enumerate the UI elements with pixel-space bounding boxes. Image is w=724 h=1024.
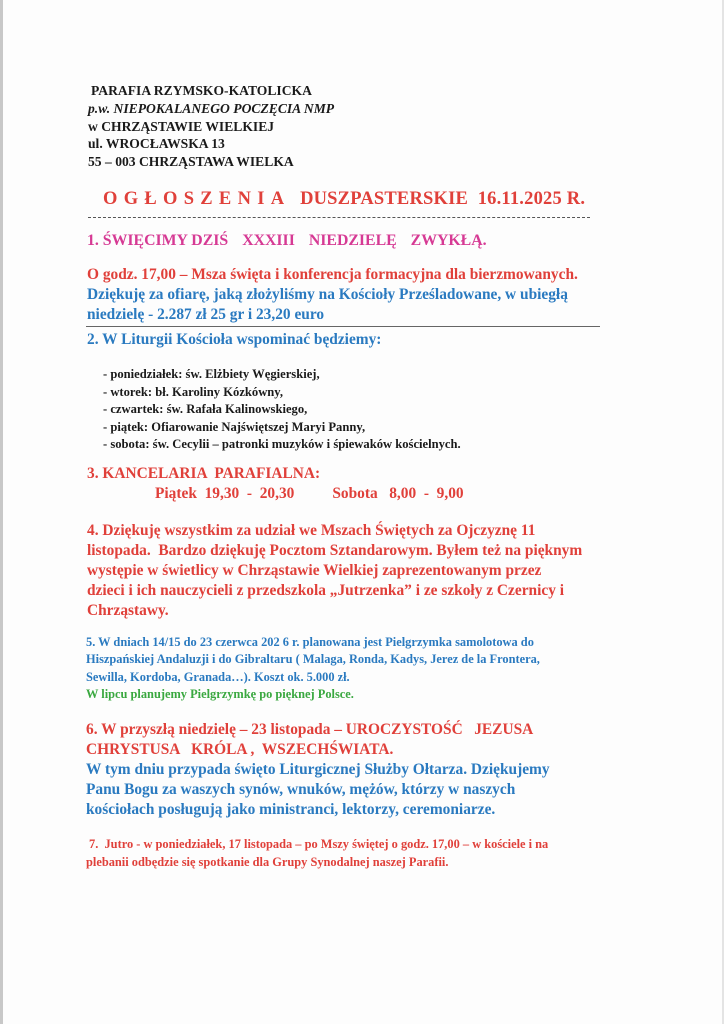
solid-divider: [86, 326, 600, 327]
office-hours-saturday: Sobota 8,00 - 9,00: [332, 485, 464, 502]
pilgrimage-line: Hiszpańskiej Andaluzji i do Gibraltaru ( Malaga, Ronda, Kadys, Jerez de la Frontera,: [86, 652, 540, 667]
synod-meeting-line: 7. Jutro - w poniedziałek, 17 listopada – po Mszy świętej o godz. 17,00 – w kościele i na: [89, 837, 549, 851]
section-3-heading: 3. KANCELARIA PARAFIALNA:: [87, 465, 321, 482]
saints-list-item: - sobota: św. Cecylii – patronki muzyków i śpiewaków kościelnych.: [103, 437, 461, 452]
saints-list-item: - piątek: Ofiarowanie Najświętszej Maryi Panny,: [103, 419, 366, 434]
s1-part: 1. ŚWIĘCIMY DZIŚ: [87, 232, 229, 249]
section-6-body: [86, 720, 550, 820]
dashed-divider: [88, 217, 590, 218]
section-5-body: [86, 634, 540, 704]
parish-dedication: p.w. NIEPOKALANEGO POCZĘCIA NMP: [88, 100, 335, 116]
s1-part: NIEDZIELĘ: [308, 232, 397, 249]
section-4-line: listopada. Bardzo dziękuję Pocztom Sztandarowym. Byłem też na pięknym: [87, 542, 583, 559]
offering-line-1: Dziękuję za ofiarę, jaką złożyliśmy na Kościoły Prześladowane, w ubiegłą: [87, 286, 568, 303]
christ-king-line: 6. W przyszłą niedzielę – 23 listopada – UROCZYSTOŚĆ JEZUSA: [86, 721, 534, 738]
title-word-announcements: OGŁOSZENIA: [103, 189, 291, 209]
parish-postcode: 55 – 003 CHRZĄSTAWA WIELKA: [88, 154, 294, 170]
confirmation-mass-line: O godz. 17,00 – Msza święta i konferencja formacyjna dla bierzmowanych.: [87, 266, 578, 283]
saints-list-item: - wtorek: bł. Karoliny Kózkówny,: [103, 384, 284, 399]
christ-king-line: CHRYSTUSA KRÓLA , WSZECHŚWIATA.: [86, 741, 394, 758]
section-2-heading: 2. W Liturgii Kościoła wspominać będziemy:: [87, 331, 382, 348]
title-date: 16.11.2025 R.: [477, 189, 586, 209]
parish-name: PARAFIA RZYMSKO-KATOLICKA: [91, 83, 312, 98]
document-title: [103, 189, 585, 210]
altar-service-line: Panu Bogu za waszych synów, wnuków, mężów, którzy w naszych: [86, 781, 516, 798]
poland-pilgrimage-line: W lipcu planujemy Pielgrzymkę po pięknej Polsce.: [86, 687, 354, 702]
pilgrimage-line: Sewilla, Kordoba, Granada…). Koszt ok. 5.000 zł.: [86, 669, 350, 684]
section-1-heading: [87, 232, 501, 250]
saints-list: [103, 366, 461, 454]
pilgrimage-line: 5. W dniach 14/15 do 23 czerwca 202 6 r. planowana jest Pielgrzymka samolotowa do: [86, 635, 534, 649]
altar-service-line: kościołach posługują jako ministranci, lektorzy, ceremoniarze.: [86, 801, 496, 818]
office-hours-friday: Piątek 19,30 - 20,30: [155, 485, 295, 502]
saints-list-item: - czwartek: św. Rafała Kalinowskiego,: [103, 402, 308, 417]
scan-edge-left: [0, 0, 3, 1024]
section-4-line: 4. Dziękuję wszystkim za udział we Mszach Świętych za Ojczyznę 11: [87, 522, 536, 539]
altar-service-line: W tym dniu przypada święto Liturgicznej Służby Ołtarza. Dziękujemy: [86, 761, 550, 778]
s1-part: ZWYKŁĄ.: [410, 232, 487, 249]
office-hours: [155, 485, 464, 503]
section-4-body: [87, 521, 582, 621]
parish-street: ul. WROCŁAWSKA 13: [88, 136, 225, 152]
parish-location: w CHRZĄSTAWIE WIELKIEJ: [88, 118, 275, 134]
section-4-line: Chrząstawy.: [87, 602, 169, 619]
offering-line-2: niedzielę - 2.287 zł 25 gr i 23,20 euro: [87, 306, 325, 323]
title-word-pastoral: DUSZPASTERSKIE: [300, 189, 469, 209]
synod-meeting-line: plebanii odbędzie się spotkanie dla Grupy Synodalnej naszej Parafii.: [86, 854, 449, 869]
s1-part: XXXIII: [242, 232, 295, 249]
saints-list-item: - poniedziałek: św. Elżbiety Węgierskiej,: [103, 367, 320, 381]
section-1-body: [87, 265, 578, 325]
parish-header: [88, 82, 334, 171]
section-7-body: [86, 836, 548, 871]
section-4-line: występie w świetlicy w Chrząstawie Wielkiej zaprezentowanym przez: [87, 562, 542, 579]
section-4-line: dzieci i ich nauczycieli z przedszkola „Jutrzenka” i ze szkoły z Czernicy i: [87, 582, 565, 599]
